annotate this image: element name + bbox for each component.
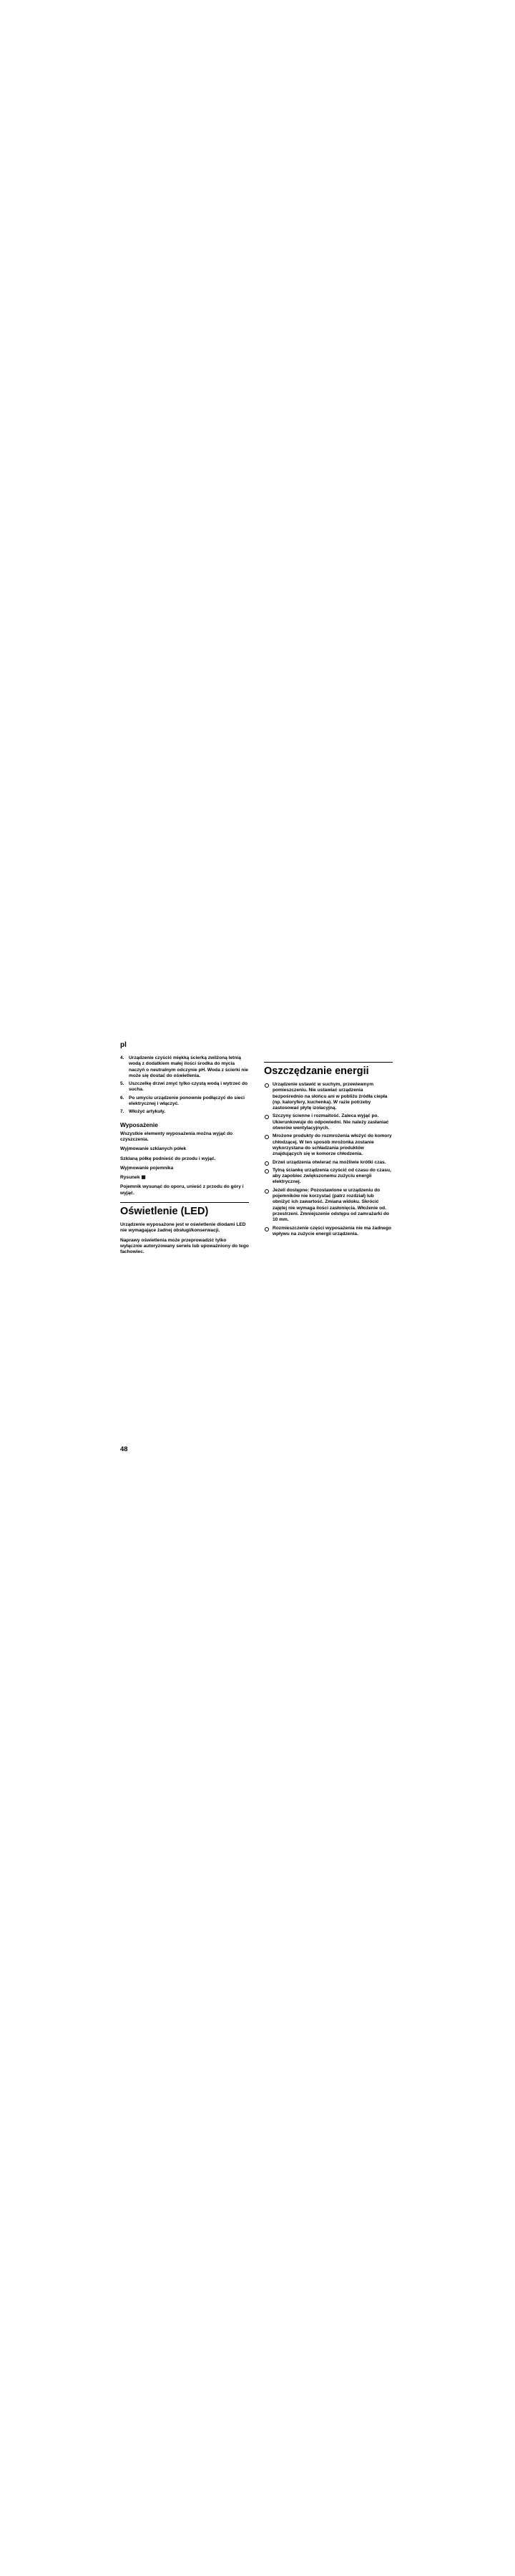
list-item xyxy=(120,1109,249,1115)
bullet-icon xyxy=(265,1161,269,1166)
fittings-text-shelves: Szklaną półkę podnieść do przodu i wyjąć. xyxy=(120,1156,216,1161)
cleaning-steps xyxy=(120,1055,249,1116)
tip-text: Jeżeli dostępne: Pozostawione w urządzeniu do pojemników nie korzystać (patrz rozdział) lub obniżyć ich zawartość. Zmiana widoku. Skrócić zajętej nie wymaga ilości zasłonięcia. Włożenie od. przestrzeni. Zmniejszenie odstępu od zamrażarki do 10 mm. xyxy=(273,1187,390,1223)
list-item xyxy=(264,1160,393,1166)
step-text: Po umyciu urządzenie ponownie podłączyć do sieci elektrycznej i włączyć. xyxy=(129,1095,245,1107)
fittings-text-container: Pojemnik wysunąć do oporu, unieść z przodu do góry i wyjąć. xyxy=(120,1184,244,1196)
bullet-icon xyxy=(265,1135,269,1139)
tip-text: Tylną ściankę urządzenia czyścić od czasu do czasu, aby zapobiec zwiększonemu zużyciu energii elektrycznej. xyxy=(273,1167,391,1185)
bullet-icon xyxy=(265,1169,269,1174)
step-number: 4. xyxy=(120,1055,124,1060)
bullet-icon xyxy=(265,1227,269,1231)
led-heading: Oświetlenie (LED) xyxy=(120,1206,209,1218)
figure-reference xyxy=(120,1175,249,1181)
tip-text: Rozmieszczenie części wyposażenia nie ma żadnego wpływu na zużycie energii urządzenia. xyxy=(273,1225,392,1236)
list-item xyxy=(264,1188,393,1224)
energy-tips xyxy=(264,1082,393,1237)
page-number: 48 xyxy=(120,1445,128,1453)
list-item xyxy=(264,1133,393,1157)
list-item xyxy=(264,1082,393,1111)
fittings-label-shelves: Wyjmowanie szklanych półek xyxy=(120,1146,187,1152)
right-column xyxy=(264,1062,393,1239)
bullet-icon xyxy=(265,1115,269,1119)
tip-text: Mrożone produkty do rozmrożenia włożyć do komory chłodzącej. W ten sposób mrożonka zostanie wykorzystana do schładzania produktów znajdujących się w komorze chłodzenia. xyxy=(273,1133,392,1157)
led-paragraph: Urządzenie wyposażone jest w oświetlenie diodami LED nie wymagające żadnej obsługi/konserwacji. xyxy=(120,1222,246,1234)
energy-heading: Oszczędzanie energii xyxy=(264,1065,369,1077)
fittings-label-container: Wyjmowanie pojemnika xyxy=(120,1165,174,1171)
tip-text: Urządzenie ustawić w suchym, przewiewnym pomieszczeniu. Nie ustawiać urządzenia bezpośrednio na słońcu ani w pobliżu źródła ciepła (np. kaloryfery, kuchenka). W razie potrzeby zastosować płytę izolacyjną. xyxy=(273,1082,388,1111)
fittings-intro: Wszystkie elementy wyposażenia można wyjąć do czyszczenia. xyxy=(120,1131,233,1142)
figure-label: Rysunek xyxy=(120,1175,140,1181)
led-paragraph: Naprawy oświetlenia może przeprowadzić tylko wyłącznie autoryzowany serwis lub upoważniony do tego fachowiec. xyxy=(120,1237,249,1255)
tip-text: Szczyny ścienne i rozmaitość. Zaleca wyjąć po. Ukierunkowuje do odpowiedni. Nie należy zasłaniać otworów wentylacyjnych. xyxy=(273,1113,389,1131)
step-number: 7. xyxy=(120,1109,124,1115)
fittings-heading: Wyposażenie xyxy=(120,1121,158,1128)
language-marker: pl xyxy=(120,1041,127,1049)
step-text: Włożyć artykuły. xyxy=(129,1109,166,1115)
step-text: Urządzenie czyścić miękką ścierką zwilżoną letnią wodą z dodatkiem małej ilości środka do mycia naczyń o neutralnym odczynie pH. Woda z ścierki nie może się dostać do oświetlenia. xyxy=(129,1055,248,1078)
list-item xyxy=(120,1096,249,1108)
tip-text: Drzwi urządzenia otwierać na możliwie krótki czas. xyxy=(273,1159,386,1165)
step-text: Uszczelkę drzwi zmyć tylko czystą wodą i wytrzeć do sucha. xyxy=(129,1081,248,1093)
list-item xyxy=(264,1226,393,1238)
bullet-icon xyxy=(265,1189,269,1194)
list-item xyxy=(264,1113,393,1131)
left-column xyxy=(120,1055,249,1259)
list-item xyxy=(120,1055,249,1079)
list-item xyxy=(264,1168,393,1186)
list-item xyxy=(120,1081,249,1093)
step-number: 5. xyxy=(120,1081,124,1087)
bullet-icon xyxy=(265,1083,269,1088)
figure-icon: ▦ xyxy=(141,1175,146,1181)
step-number: 6. xyxy=(120,1095,124,1101)
section-divider xyxy=(120,1202,249,1203)
section-divider xyxy=(264,1062,393,1063)
